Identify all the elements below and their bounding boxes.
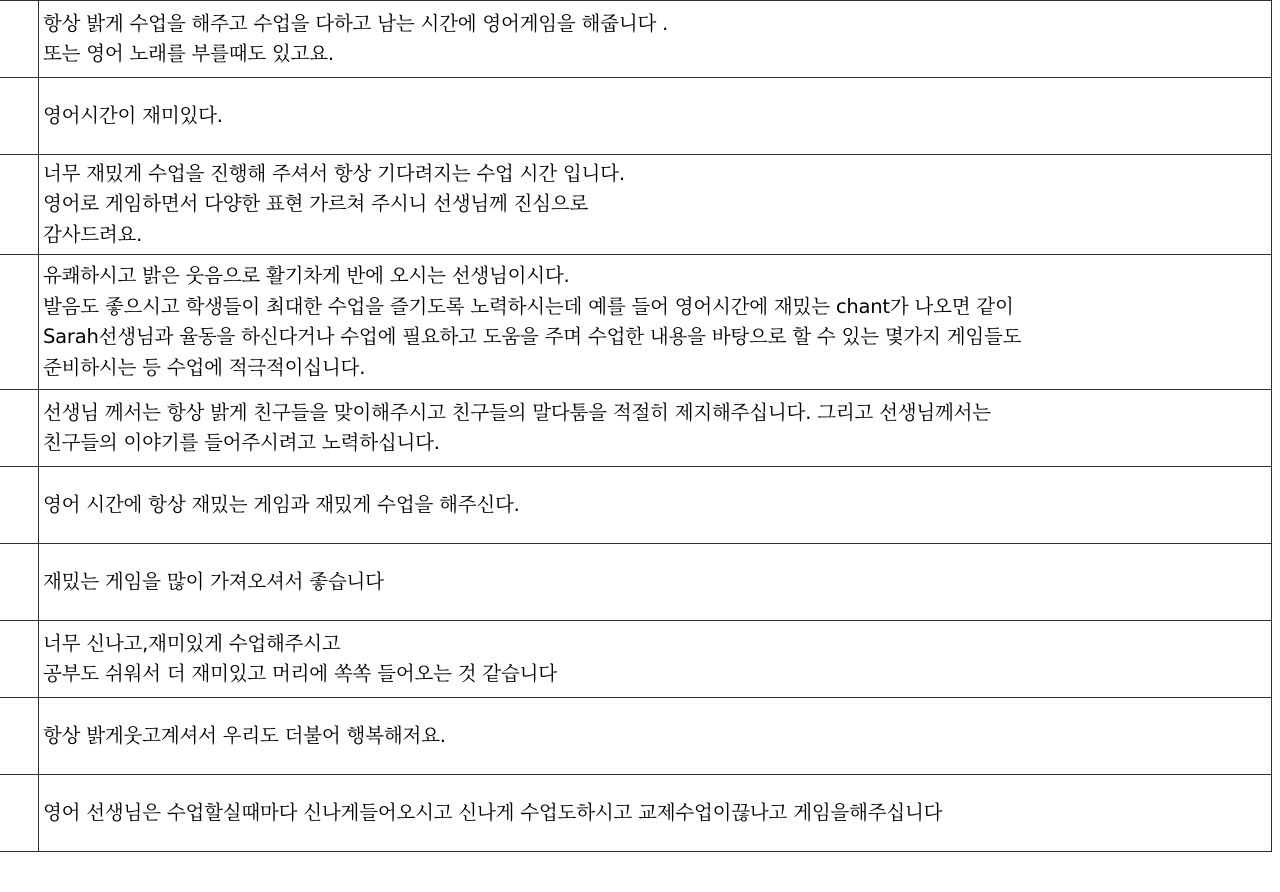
row-index-cell <box>0 78 39 155</box>
comment-cell <box>39 390 1272 467</box>
comment-line: 재밌는 게임을 많이 가져오셔서 좋습니다 <box>43 569 384 593</box>
table-row <box>0 155 1272 255</box>
comment-line: 영어 선생님은 수업할실때마다 신나게들어오시고 신나게 수업도하시고 교제수업이끊나고 게임을해주십니다 <box>43 800 943 824</box>
row-index-cell <box>0 544 39 621</box>
row-index-cell <box>0 621 39 698</box>
comment-cell <box>39 78 1272 155</box>
comment-line: Sarah선생님과 율동을 하신다거나 수업에 필요하고 도움을 주며 수업한 내용을 바탕으로 할 수 있는 몇가지 게임들도 <box>43 325 1022 348</box>
comment-line: 발음도 좋으시고 학생들이 최대한 수업을 즐기도록 노력하시는데 예를 들어 영어시간에 재밌는 chant가 나오면 같이 <box>43 294 1014 318</box>
comment-line: 친구들의 이야기를 들어주시려고 노력하십니다. <box>43 431 440 454</box>
row-index-cell <box>0 775 39 852</box>
row-index-cell <box>0 390 39 467</box>
table-row <box>0 1 1272 78</box>
comment-line: 항상 밝게웃고계셔서 우리도 더불어 행복해저요. <box>43 723 446 747</box>
comment-cell <box>39 775 1272 852</box>
comment-cell <box>39 467 1272 544</box>
comment-line: 너무 신나고,재미있게 수업해주시고 <box>43 631 341 655</box>
comment-line: 유쾌하시고 밝은 웃음으로 활기차게 반에 오시는 선생님이시다. <box>43 264 570 287</box>
comment-line: 준비하시는 등 수업에 적극적이십니다. <box>43 355 366 379</box>
row-index-cell <box>0 255 39 390</box>
comment-line: 영어로 게임하면서 다양한 표현 가르쳐 주시니 선생님께 진심으로 <box>43 192 589 216</box>
comment-cell <box>39 621 1272 698</box>
row-index-cell <box>0 698 39 775</box>
comment-line: 선생님 께서는 항상 밝게 친구들을 맞이해주시고 친구들의 말다툼을 적절히 제지해주십니다. 그리고 선생님께서는 <box>43 400 991 424</box>
comment-line: 너무 재밌게 수업을 진행해 주셔서 항상 기다려지는 수업 시간 입니다. <box>43 161 625 185</box>
comment-line: 영어시간이 재미있다. <box>43 103 223 127</box>
comment-line: 항상 밝게 수업을 해주고 수업을 다하고 남는 시간에 영어게임을 해줍니다 . <box>43 11 669 35</box>
comment-line: 영어 시간에 항상 재밌는 게임과 재밌게 수업을 해주신다. <box>43 492 520 516</box>
table-row <box>0 255 1272 390</box>
comment-cell <box>39 1 1272 78</box>
table-row <box>0 544 1272 621</box>
comment-cell <box>39 698 1272 775</box>
table-row <box>0 390 1272 467</box>
comment-cell <box>39 544 1272 621</box>
row-index-cell <box>0 1 39 78</box>
comment-line: 감사드려요. <box>43 222 143 246</box>
table-row <box>0 698 1272 775</box>
comment-line: 또는 영어 노래를 부를때도 있고요. <box>43 42 334 65</box>
table-row <box>0 467 1272 544</box>
comment-cell <box>39 155 1272 255</box>
row-index-cell <box>0 155 39 255</box>
table-row <box>0 775 1272 852</box>
comment-cell <box>39 255 1272 390</box>
table-row <box>0 621 1272 698</box>
comment-line: 공부도 쉬워서 더 재미있고 머리에 쏙쏙 들어오는 것 같습니다 <box>43 662 557 685</box>
table-row <box>0 78 1272 155</box>
row-index-cell <box>0 467 39 544</box>
